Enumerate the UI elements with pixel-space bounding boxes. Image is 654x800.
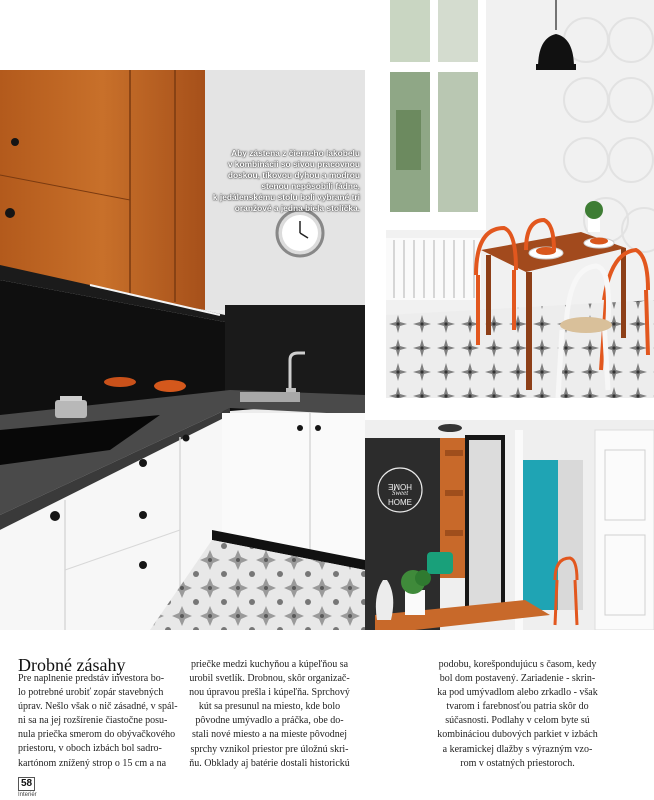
- caption-line: stenou nepôsobili fádne,: [261, 181, 360, 191]
- body-line: ka pod umývadlom alebo zrkadlo - však: [437, 687, 598, 699]
- kitchen-caption: [190, 148, 360, 214]
- body-line: priečke medzi kuchyňou a kúpeľňou sa: [190, 659, 349, 670]
- magazine-name: Interiér: [18, 792, 37, 798]
- dining-photo: [386, 0, 654, 398]
- body-line: súčasnosti. Podlahy v celom byte sú: [445, 715, 590, 727]
- caption-line: doskou, tíkovou dyhou a modrou: [227, 170, 360, 180]
- text-column-3: [425, 658, 610, 771]
- text-column-2: [182, 658, 357, 771]
- body-line: kút sa presunul na miesto, kde bolo: [198, 701, 341, 713]
- caption-line: Aby zástena z čierneho lakobelu: [231, 148, 360, 158]
- body-line: úprav. Nešlo však o nič zásadné, v spál-: [18, 701, 178, 713]
- body-line: ni sa na jej rozšírenie čiastočne posu-: [18, 715, 168, 727]
- body-line: nou úpravou prešla i kúpeľňa. Sprchový: [189, 687, 350, 699]
- body-line: pôvodne umývadlo a práčka, obe do-: [195, 715, 344, 727]
- body-line: ňu. Obklady aj batérie dostali historickú: [189, 757, 350, 769]
- body-line: priestoru, v oboch izbách bol sadro-: [18, 743, 162, 755]
- hallway-photo: [365, 420, 654, 630]
- body-line: kartónom znížený strop o 15 cm a na: [18, 757, 167, 769]
- body-line: podobu, korešpondujúcu s časom, kedy: [438, 659, 597, 670]
- body-line: rom v ostatných priestoroch.: [460, 757, 575, 769]
- chalkboard-home: HOME: [388, 482, 412, 491]
- svg-text:HOME: HOME: [388, 498, 412, 507]
- kitchen-photo: [0, 70, 365, 630]
- body-line: nula priečka smerom do obývačkového: [18, 729, 176, 741]
- dining-illustration: [386, 0, 654, 398]
- body-line: sprchy vznikol priestor pre úložnú skri-: [190, 743, 349, 755]
- page-number: 58: [18, 777, 35, 791]
- caption-line: k jedálenskému stolu boli vybrané tri: [212, 192, 360, 202]
- article-subheading: Drobné zásahy: [18, 655, 126, 675]
- hallway-illustration: [365, 420, 654, 630]
- body-line: Pre naplnenie predstáv investora bo-: [18, 673, 165, 684]
- caption-line: oranžové a jedna biela stolička.: [234, 203, 360, 213]
- body-line: bol dom postavený. Zariadenie - skrin-: [439, 673, 596, 685]
- body-line: a keramickej dlažby s výrazným vzo-: [442, 743, 593, 755]
- text-column-1: [18, 672, 178, 771]
- body-line: stali nové miesto a na mieste pôvodnej: [192, 729, 347, 741]
- caption-line: v kombinácii so sivou pracovnou: [227, 159, 360, 169]
- svg-text:Sweet: Sweet: [391, 489, 409, 497]
- body-line: kombináciou dubových parkiet v izbách: [437, 729, 598, 741]
- body-line: tvarom i farebnosťou patria skôr do: [446, 701, 589, 713]
- body-line: lo potrebné urobiť zopár stavebných: [18, 687, 164, 699]
- page-folio: [18, 773, 37, 798]
- body-line: urobil svetlík. Drobnou, skôr organizač-: [189, 673, 350, 685]
